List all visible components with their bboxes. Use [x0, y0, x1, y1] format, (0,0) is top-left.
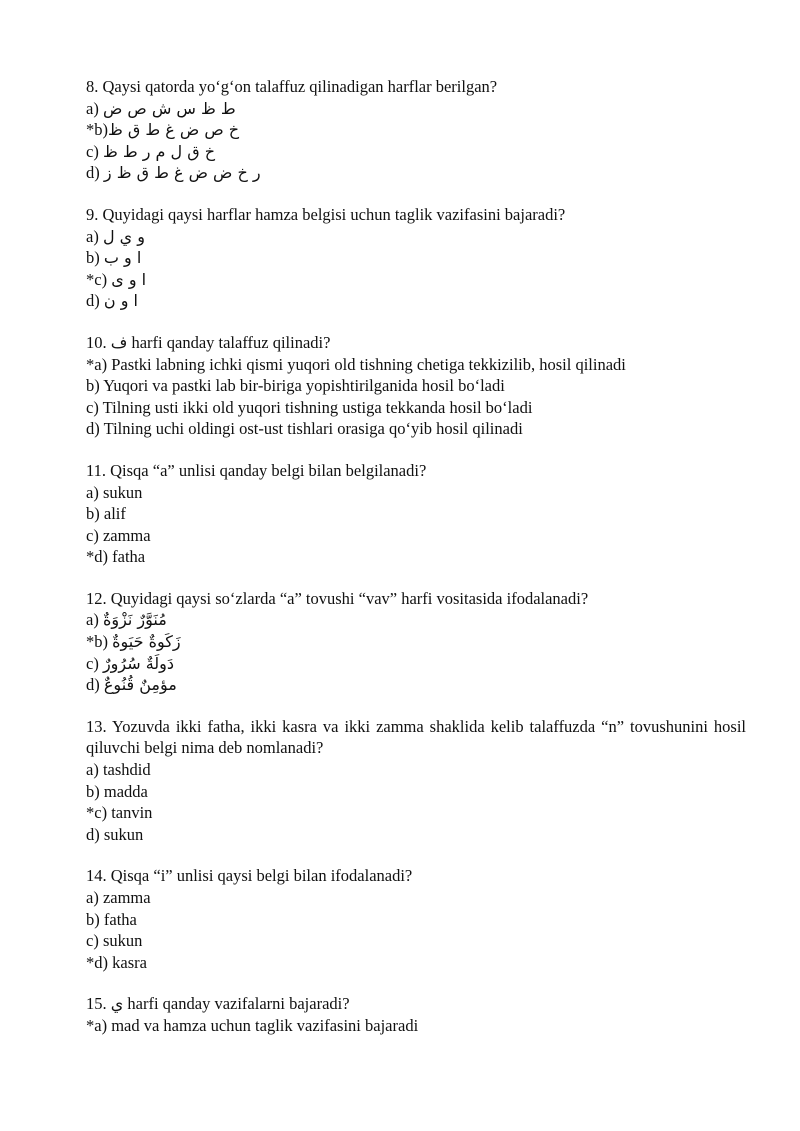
option-arabic-text: ط ظ س ش ص ض	[102, 98, 236, 118]
question-stem	[86, 332, 746, 354]
answer-option-c	[86, 141, 746, 163]
question-8	[86, 76, 746, 184]
option-label: c)	[86, 653, 103, 673]
answer-option-c: c) Tilning usti ikki old yuqori tishning ustiga tekkanda hosil bo‘ladi	[86, 397, 533, 417]
answer-option-a: a) zamma	[86, 888, 151, 907]
option-arabic-text: زَكَوةٌ حَيَوةٌ	[112, 632, 181, 652]
answer-option-a: *a) Pastki labning ichki qismi yuqori old tishning chetiga tekkizilib, hosil qilinadi	[86, 354, 626, 374]
option-label: d)	[86, 163, 104, 183]
question-stem	[86, 993, 746, 1015]
option-label: a)	[86, 226, 103, 246]
question-12	[86, 588, 746, 696]
option-arabic-text: ا و ى	[111, 269, 147, 289]
option-arabic-text: ر خ ض ض غ ط ق ظ ز	[103, 163, 261, 183]
option-label: a)	[86, 610, 103, 630]
question-stem: 13. Yozuvda ikki fatha, ikki kasra va ikki zamma shaklida kelib talaffuzda “n” tovushunini hosil qiluvchi belgi nima deb nomlanadi?	[86, 716, 746, 758]
option-label: a)	[86, 98, 103, 118]
option-arabic-text: و ي ل	[102, 226, 145, 246]
option-arabic-text: خ ق ل م ر ط ظ	[102, 141, 216, 161]
question-stem: 11. Qisqa “a” unlisi qanday belgi bilan belgilanadi?	[86, 460, 427, 480]
answer-option-d: *d) fatha	[86, 547, 146, 567]
stem-text: harfi qanday vazifalarni bajaradi?	[123, 994, 350, 1014]
answer-option-d: d) Tilning uchi oldingi ost-ust tishlari orasiga qo‘yib hosil qilinadi	[86, 419, 523, 439]
answer-option-a: *a) mad va hamza uchun taglik vazifasini bajaradi	[86, 1015, 419, 1035]
option-arabic-text: ا و ب	[103, 248, 142, 268]
answer-option-c	[86, 653, 746, 675]
answer-option-c: c) zamma	[86, 525, 151, 545]
answer-option-d	[86, 290, 746, 312]
answer-option-a	[86, 609, 746, 631]
answer-option-d: d) sukun	[86, 824, 144, 844]
answer-option-d	[86, 162, 746, 184]
option-label: c)	[86, 141, 103, 161]
option-label: d)	[86, 291, 104, 311]
question-13	[86, 716, 746, 846]
answer-option-b	[86, 631, 746, 653]
option-arabic-text: دَولَةٌ سُرُورٌ	[102, 653, 175, 673]
stem-arabic-letter: ي	[110, 994, 124, 1014]
answer-option-a: a) tashdid	[86, 760, 151, 780]
answer-option-b	[86, 119, 746, 141]
option-label: *b)	[86, 120, 108, 140]
answer-option-b: b) madda	[86, 781, 148, 801]
question-10	[86, 332, 746, 440]
question-number: 15.	[86, 994, 111, 1014]
answer-option-a: a) sukun	[86, 482, 143, 502]
stem-arabic-letter: ف	[110, 332, 128, 352]
question-stem: 14. Qisqa “i” unlisi qaysi belgi bilan ifodalanadi?	[86, 866, 413, 886]
option-arabic-text: مؤمِنٌ قُنُوعٌ	[103, 675, 177, 695]
question-11	[86, 460, 746, 568]
option-arabic-text: ا و ن	[103, 291, 138, 311]
question-number: 10.	[86, 332, 111, 352]
option-arabic-text: مُنَوَّرٌ نَزْوَةٌ	[102, 610, 167, 630]
answer-option-d: *d) kasra	[86, 952, 147, 972]
question-stem: 12. Quyidagi qaysi so‘zlarda “a” tovushi “vav” harfi vositasida ifodalanadi?	[86, 588, 589, 608]
answer-option-a	[86, 98, 746, 120]
option-label: d)	[86, 675, 104, 695]
answer-option-b: b) Yuqori va pastki lab bir-biriga yopishtirilganida hosil bo‘ladi	[86, 376, 505, 396]
question-9	[86, 204, 746, 312]
answer-option-a	[86, 226, 746, 248]
answer-option-c: c) sukun	[86, 931, 143, 951]
question-stem: 9. Quyidagi qaysi harflar hamza belgisi uchun taglik vazifasini bajaradi?	[86, 204, 566, 224]
option-label: *c)	[86, 269, 112, 289]
option-arabic-text: خ ص ض غ ط ق ظ	[108, 120, 240, 140]
document-page	[86, 76, 746, 1057]
option-label: b)	[86, 248, 104, 268]
question-14	[86, 865, 746, 973]
answer-option-d	[86, 674, 746, 696]
answer-option-b: b) alif	[86, 504, 126, 524]
answer-option-c	[86, 269, 746, 291]
question-15	[86, 993, 746, 1036]
stem-text: harfi qanday talaffuz qilinadi?	[127, 332, 331, 352]
answer-option-b	[86, 247, 746, 269]
option-label: *b)	[86, 632, 113, 652]
question-stem: 8. Qaysi qatorda yo‘g‘on talaffuz qilinadigan harflar berilgan?	[86, 77, 498, 96]
answer-option-c: *c) tanvin	[86, 803, 153, 823]
answer-option-b: b) fatha	[86, 909, 137, 929]
